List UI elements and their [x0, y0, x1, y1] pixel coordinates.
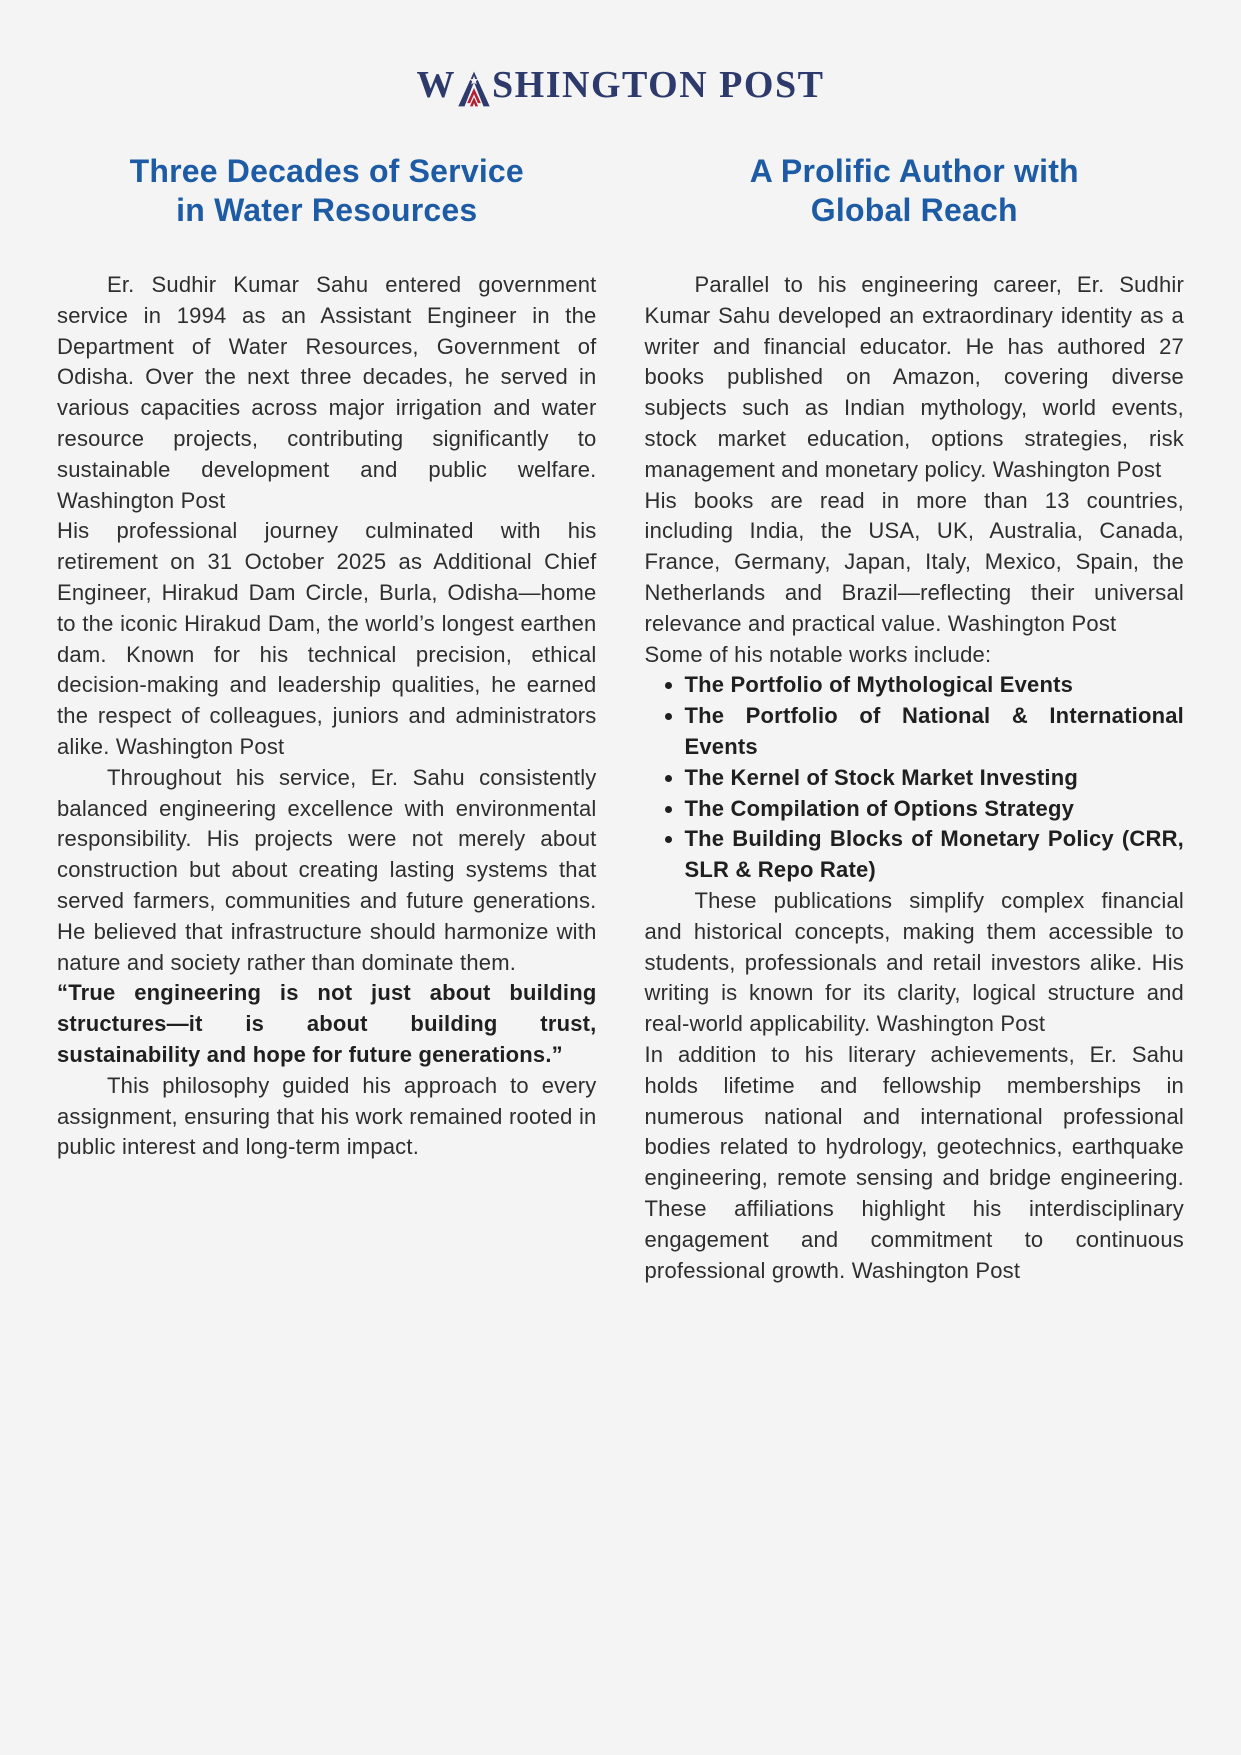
- washington-post-logo: [417, 66, 825, 104]
- bullet-icon: [665, 713, 672, 720]
- paragraph: Some of his notable works include:: [644, 641, 992, 667]
- right-headline-line1: A Prolific Author with: [749, 153, 1079, 189]
- bullet-icon: [665, 775, 672, 782]
- logo-text-prefix: W: [416, 64, 457, 106]
- left-headline-line1: Three Decades of Service: [129, 153, 524, 189]
- right-column: [645, 152, 1185, 1286]
- right-body: [645, 270, 1185, 1286]
- book-list-item: [645, 763, 1185, 794]
- book-list-item: [645, 670, 1185, 701]
- left-headline: [57, 152, 597, 230]
- paragraph: Throughout his service, Er. Sahu consistently balanced engineering excellence with environmental responsibility. His projects were not merely about construction but about creating lasting systems that served farmers, communities and future generations. He believed that infrastructure should harmonize with nature and society rather than dominate them.: [57, 764, 597, 975]
- left-column: [57, 152, 597, 1286]
- star-a-icon: [457, 71, 491, 107]
- bullet-icon: [665, 836, 672, 843]
- bullet-icon: [665, 806, 672, 813]
- paragraph: Er. Sudhir Kumar Sahu entered government service in 1994 as an Assistant Engineer in the Department of Water Resources, Government of Odisha. Over the next three decades, he served in various capacities across major irrigation and water resource projects, contributing significantly to sustainable development and public welfare. Washington Post: [57, 272, 597, 513]
- paragraph: Parallel to his engineering career, Er. Sudhir Kumar Sahu developed an extraordinary identity as a writer and financial educator. He has authored 27 books published on Amazon, covering diverse subjects such as Indian mythology, world events, stock market education, options strategies, risk management and monetary policy. Washington Post: [644, 272, 1184, 482]
- logo-text-suffix: SHINGTON POST: [492, 64, 825, 106]
- article-columns: [0, 152, 1241, 1286]
- paragraph: In addition to his literary achievements, Er. Sahu holds lifetime and fellowship memberships in numerous national and international professional bodies related to hydrology, geotechnics, earthquake engineering, remote sensing and bridge engineering. These affiliations highlight his interdisciplinary engagement and commitment to continuous professional growth. Washington Post: [644, 1041, 1184, 1283]
- book-title: The Compilation of Options Strategy: [684, 795, 1075, 821]
- right-headline-line2: Global Reach: [810, 192, 1018, 229]
- right-headline: [645, 152, 1185, 230]
- book-title: The Building Blocks of Monetary Policy (CRR, SLR & Repo Rate): [684, 826, 1184, 883]
- book-list-item: [645, 701, 1185, 763]
- book-list: [645, 670, 1185, 886]
- masthead: [0, 0, 1241, 104]
- book-list-item: [645, 794, 1185, 825]
- book-title: The Portfolio of Mythological Events: [684, 672, 1074, 698]
- paragraph: His professional journey culminated with his retirement on 31 October 2025 as Additional Chief Engineer, Hirakud Dam Circle, Burla, Odisha—home to the iconic Hirakud Dam, the world’s longest earthen dam. Known for his technical precision, ethical decision-making and leadership qualities, he earned the respect of colleagues, juniors and administrators alike. Washington Post: [57, 518, 597, 760]
- quote-paragraph: “True engineering is not just about building structures—it is about building trust, sustainability and hope for future generations.”: [57, 980, 597, 1067]
- left-headline-line2: in Water Resources: [176, 192, 478, 229]
- left-body: [57, 270, 597, 1163]
- book-list-item: [645, 824, 1185, 886]
- book-title: The Kernel of Stock Market Investing: [684, 764, 1079, 790]
- paragraph: These publications simplify complex financial and historical concepts, making them accessible to students, professionals and retail investors alike. His writing is known for its clarity, logical structure and real-world applicability. Washington Post: [644, 888, 1184, 1037]
- book-title: The Portfolio of National & International Events: [684, 703, 1184, 760]
- paragraph: This philosophy guided his approach to every assignment, ensuring that his work remained rooted in public interest and long-term impact.: [57, 1072, 597, 1160]
- paragraph: His books are read in more than 13 countries, including India, the USA, UK, Australia, Canada, France, Germany, Japan, Italy, Mexico, Spain, the Netherlands and Brazil—reflecting their universal relevance and practical value. Washington Post: [644, 487, 1184, 636]
- bullet-icon: [665, 682, 672, 689]
